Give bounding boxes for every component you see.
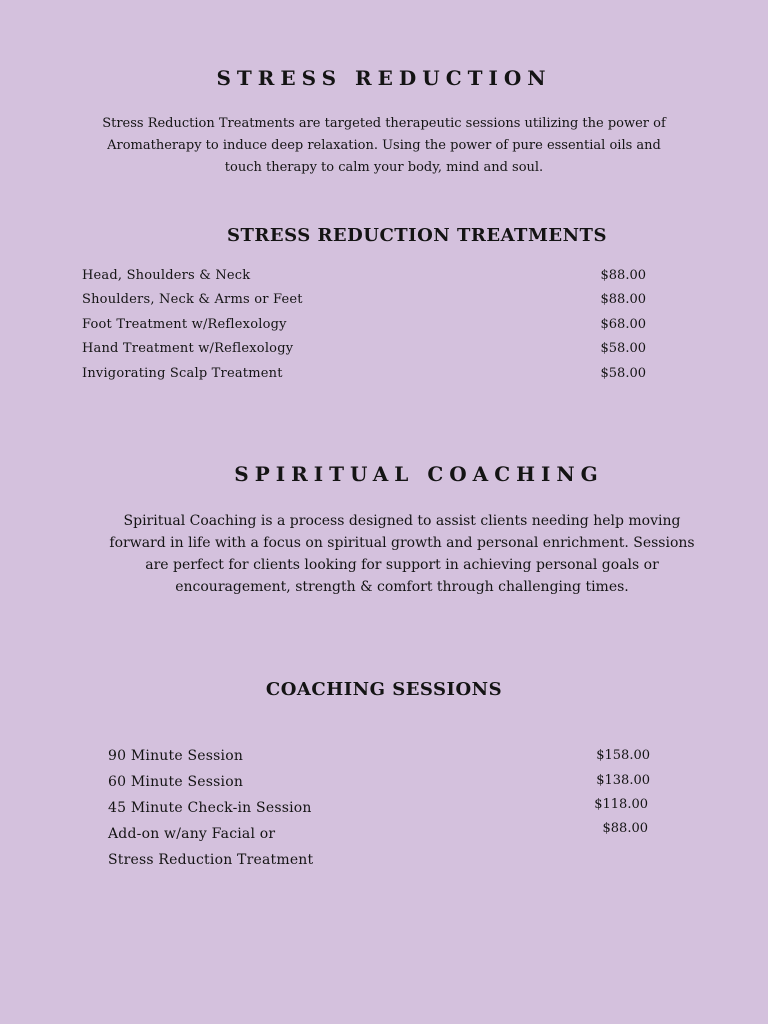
treatment-price: $58.00 [600, 366, 646, 381]
treatment-price: $88.00 [600, 292, 646, 307]
treatment-price: $68.00 [600, 317, 646, 332]
coaching-sessions-title: COACHING SESSIONS [265, 679, 503, 700]
treatment-name: Head, Shoulders & Neck [82, 268, 251, 283]
session-name: Add-on w/any Facial or [108, 826, 276, 842]
spiritual-coaching-title: SPIRITUAL COACHING [234, 462, 604, 486]
treatment-price: $88.00 [600, 268, 646, 283]
treatment-price: $58.00 [600, 341, 646, 356]
stress-reduction-description: Stress Reduction Treatments are targeted therapeutic sessions utilizing the power of Aromatherapy to induce deep relaxation. Using the power of pure essential oils and touch therapy to calm your body, mind and soul. [102, 116, 666, 175]
session-price: $118.00 [594, 797, 648, 812]
session-name: 60 Minute Session [108, 774, 244, 790]
session-price: $88.00 [602, 821, 648, 836]
session-name: 90 Minute Session [108, 748, 244, 764]
stress-reduction-title: STRESS REDUCTION [216, 66, 552, 90]
treatment-name: Hand Treatment w/Reflexology [82, 341, 294, 356]
session-name: 45 Minute Check-in Session [108, 800, 312, 816]
treatment-name: Invigorating Scalp Treatment [82, 366, 283, 381]
spiritual-coaching-description: Spiritual Coaching is a process designed to assist clients needing help moving forward in life with a focus on spiritual growth and personal enrichment. Sessions are perfect for clients looking for support in achieving personal goals or encouragement, strength & comfort through challenging times. [109, 513, 695, 595]
treatment-name: Shoulders, Neck & Arms or Feet [82, 292, 303, 307]
stress-treatments-title: STRESS REDUCTION TREATMENTS [227, 225, 607, 246]
session-price: $138.00 [596, 773, 650, 788]
treatment-name: Foot Treatment w/Reflexology [82, 317, 287, 332]
session-price: $158.00 [596, 748, 650, 763]
session-name: Stress Reduction Treatment [108, 852, 314, 868]
